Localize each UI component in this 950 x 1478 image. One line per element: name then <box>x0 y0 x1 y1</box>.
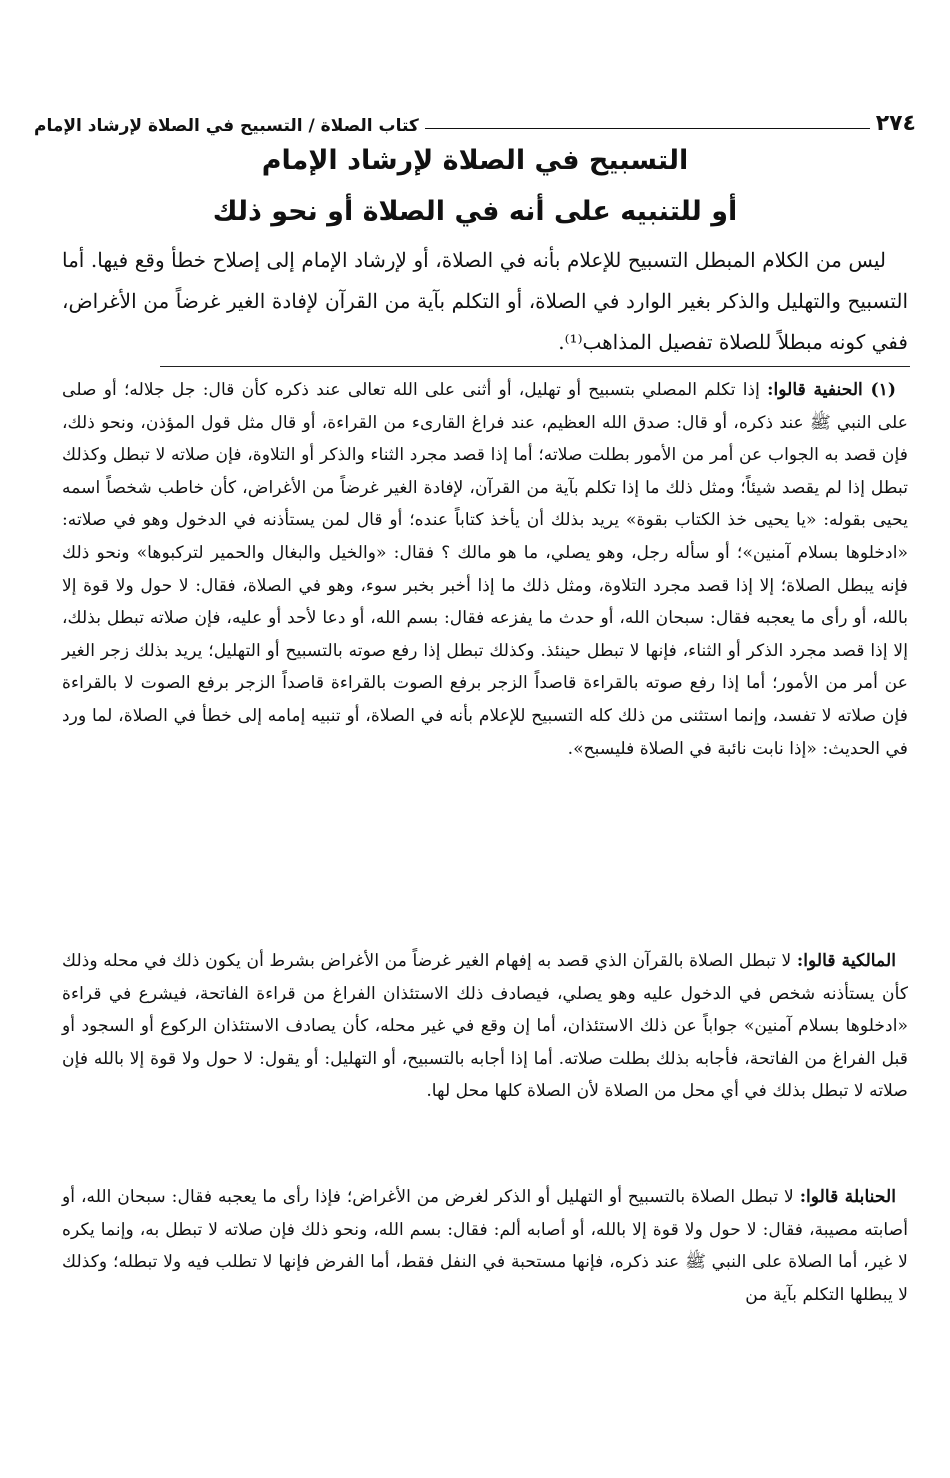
footnote-text: لا تبطل الصلاة بالتسبيح أو التهليل أو الذكر لغرض من الأغراض؛ فإذا رأى ما يعجبه فقال: سبحان الله، أو أصابته مصيبة، فقال: لا حول ولا قوة إلا بالله، أو أصابه ألم: فقال: بسم الله، ونحو ذلك فإن صلاته لا تبطل به، وإنما يكره لا غير، أما الصلاة على النبي ﷺ عند ذكره، فإنها مستحبة في النفل فقط، أما الفرض فإنها لا تطلب فيه ولا تبطله؛ وكذلك لا يبطلها التكلم بآية من <box>62 1187 908 1305</box>
page-header <box>34 104 916 136</box>
chapter-title: التسبيح في الصلاة لإرشاد الإمام <box>261 145 689 176</box>
footnote-separator <box>160 366 910 367</box>
footnote-hanafi <box>62 374 908 765</box>
chapter-subtitle: أو للتنبيه على أنه في الصلاة أو نحو ذلك <box>212 196 738 227</box>
main-paragraph: ليس من الكلام المبطل التسبيح للإعلام بأنه في الصلاة، أو لإرشاد الإمام إلى إصلاح خطأ وقع فيها. أما التسبيح والتهليل والذكر بغير الوارد في الصلاة، أو التكلم بآية من القرآن لإفادة الغير غرضاً من الأغراض، ففي كونه مبطلاً للصلاة تفصيل المذاهب⁽¹⁾. <box>62 248 908 354</box>
footnote-lead: المالكية قالوا: <box>796 951 896 971</box>
footnote-maliki <box>62 945 908 1108</box>
footnote-text: لا تبطل الصلاة بالقرآن الذي قصد به إفهام الغير غرضاً من الأغراض بشرط أن يكون ذلك في محله وذلك كأن يستأذنه شخص في الدخول عليه وهو يصلي، فيصادف ذلك الاستئذان الفراغ من قراءة الفاتحة، فيشرع في قراءة «ادخلوها بسلام آمنين» جواباً عن ذلك الاستئذان، أما إن وقع في غير محله، كأن يصادف الاستئذان الركوع أو السجود أو قبل الفراغ من الفاتحة، فأجابه بذلك بطلت صلاته. أما إذا أجابه بالتسبيح، أو التهليل: أو يقول: لا حول ولا قوة إلا بالله فإن صلاته لا تبطل بذلك في أي محل من الصلاة لأن الصلاة كلها محل لها. <box>62 951 908 1102</box>
footnote-lead: الحنابلة قالوا: <box>799 1187 896 1207</box>
page-number: ٢٧٤ <box>875 111 916 136</box>
footnote-text: إذا تكلم المصلي بتسبيح أو تهليل، أو أثنى على الله تعالى عند ذكره كأن قال: جل جلاله؛ أو صلى على النبي ﷺ عند ذكره، أو قال: صدق الله العظيم، عند فراغ القارىء من القراءة، أو قال مثل قول المؤذن، ونحو ذلك، فإن قصد به الجواب عن أمر من الأمور بطلت صلاته؛ أما إذا قصد مجرد الثناء والذكر أو التلاوة، فإن صلاته لا تبطل وكذلك تبطل إذا لم يقصد شيئاً؛ ومثل ذلك ما إذا تكلم بآية من القرآن، لإفادة الغير غرضاً من الأغراض، كأن خاطب شخصاً اسمه يحيى بقوله: «يا يحيى خذ الكتاب بقوة» يريد بذلك أن يأخذ كتاباً عنده؛ أو قال لمن يستأذنه في الدخول وهو في صلاته: «ادخلوها بسلام آمنين»؛ أو سأله رجل، وهو يصلي، ما هو مالك ؟ فقال: «والخيل والبغال والحمير لتركبوها» ونحو ذلك فإنه يبطل الصلاة؛ إلا إذا قصد مجرد التلاوة، ومثل ذلك ما إذا أخبر بخبر سوء، وهو في الصلاة، فقال: لا حول ولا قوة إلا بالله، أو رأى ما يعجبه فقال: سبحان الله، أو حدث ما يفزعه فقال: بسم الله، أو دعا لأحد أو عليه، فإن صلاته تبطل بذلك، إلا إذا قصد مجرد الذكر أو الثناء، فإنها لا تبطل حينئذ. وكذلك تبطل إذا رفع صوته بالتسبيح أو التهليل؛ يريد بذلك زجر الغير عن أمر من الأمور؛ أما إذا رفع صوته بالقراءة قاصداً الزجر برفع الصوت بالقراءة قاصداً الزجر برفع الصوت لا بالقراءة فإن صلاته لا تفسد، وإنما استثنى من ذلك كله التسبيح للإعلام بأنه في الصلاة، أو تنبيه إمامه إلى خطأ في الصلاة، لما ورد في الحديث: «إذا نابت نائبة في الصلاة فليسبح». <box>62 380 908 759</box>
running-title: كتاب الصلاة / التسبيح في الصلاة لإرشاد الإمام <box>34 116 419 136</box>
header-rule <box>425 128 870 129</box>
footnote-lead: (١) الحنفية قالوا: <box>767 380 897 400</box>
footnote-hanbali <box>62 1181 908 1311</box>
